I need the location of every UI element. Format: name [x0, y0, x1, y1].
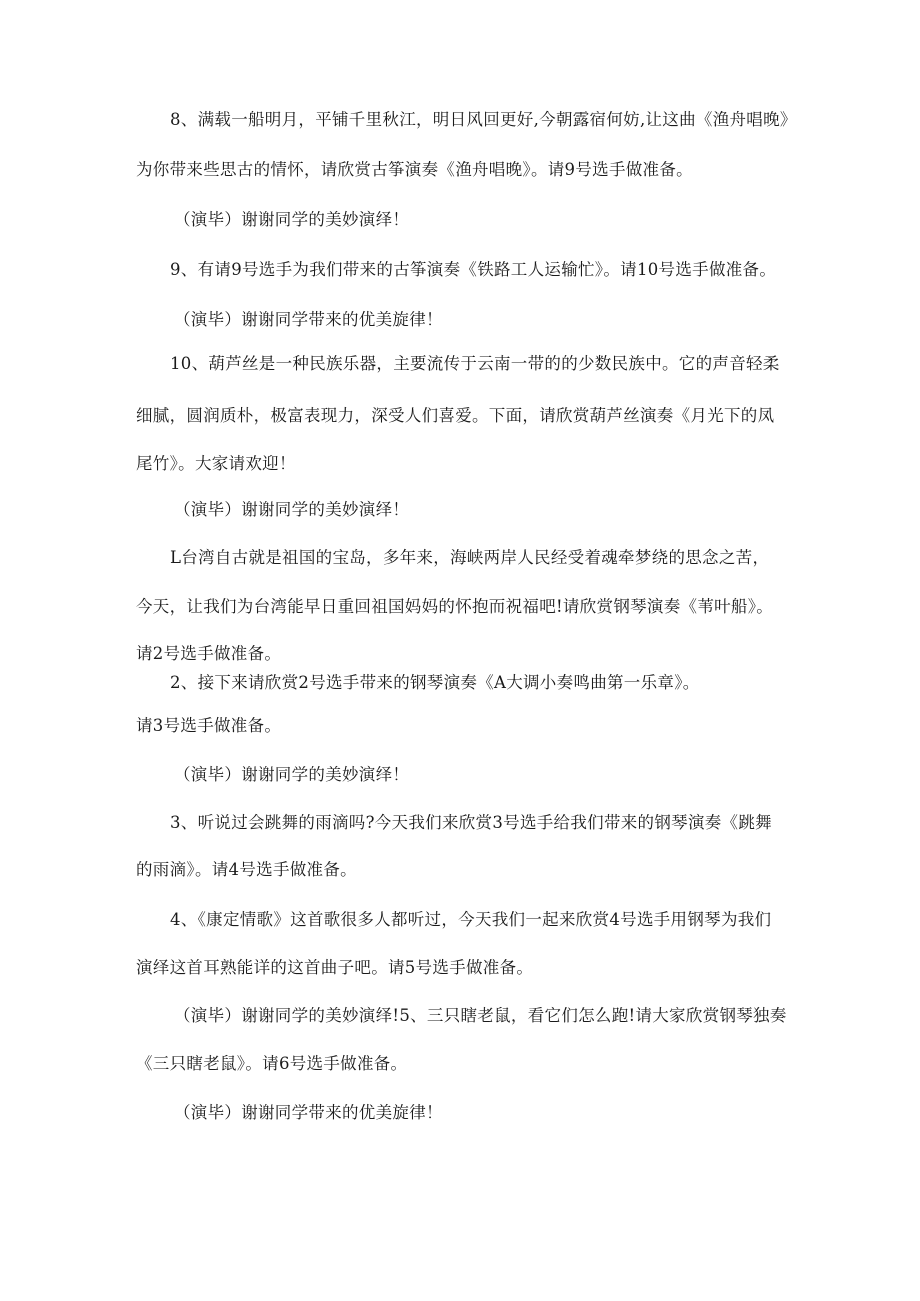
text-line-applause-1: （演毕）谢谢同学的美妙演绎！: [174, 210, 410, 229]
text-line-program-2: 2、接下来请欣赏2号选手带来的钢琴演奏《A大调小奏鸣曲第一乐章》。: [170, 673, 700, 692]
text-line-applause-4: （演毕）谢谢同学的美妙演绎！: [174, 765, 410, 784]
text-line-program-3-intro: 3、听说过会跳舞的雨滴吗?今天我们来欣赏3号选手给我们带来的钢琴演奏《跳舞: [170, 813, 772, 832]
text-line-program-8-intro: 8、满载一船明月，平铺千里秋江，明日风回更好,今朝露宿何妨,让这曲《渔舟唱晚》: [170, 110, 797, 129]
text-line-program-8-cont: 为你带来些思古的情怀，请欣赏古筝演奏《渔舟唱晚》。请9号选手做准备。: [136, 160, 693, 179]
text-line-applause-5-and-program-5: （演毕）谢谢同学的美妙演绎!5、三只瞎老鼠，看它们怎么跑!请大家欣赏钢琴独奏: [174, 1006, 787, 1025]
text-line-program-5-cont: 《三只瞎老鼠》。请6号选手做准备。: [136, 1054, 408, 1073]
text-line-applause-2: （演毕）谢谢同学带来的优美旋律！: [174, 310, 443, 329]
text-line-applause-6: （演毕）谢谢同学带来的优美旋律！: [174, 1103, 443, 1122]
text-line-program-10-cont-2: 尾竹》。大家请欢迎！: [136, 454, 296, 473]
text-line-program-10-intro: 10、葫芦丝是一种民族乐器，主要流传于云南一带的的少数民族中。它的声音轻柔: [170, 354, 780, 373]
text-line-program-4-cont: 演绎这首耳熟能详的这首曲子吧。请5号选手做准备。: [136, 958, 534, 977]
text-line-program-10-cont-1: 细腻，圆润质朴，极富表现力，深受人们喜爱。下面，请欣赏葫芦丝演奏《月光下的凤: [136, 406, 775, 425]
text-line-prepare-2: 请2号选手做准备。: [136, 644, 282, 663]
text-line-program-4-intro: 4、《康定情歌》这首歌很多人都听过，今天我们一起来欣赏4号选手用钢琴为我们: [170, 910, 772, 929]
text-line-program-9: 9、有请9号选手为我们带来的古筝演奏《铁路工人运输忙》。请10号选手做准备。: [170, 260, 777, 279]
text-line-prepare-3: 请3号选手做准备。: [136, 716, 282, 735]
text-line-program-1-intro: L台湾自古就是祖国的宝岛，多年来，海峡两岸人民经受着魂牵梦绕的思念之苦，: [170, 548, 770, 567]
text-line-program-1-cont: 今天，让我们为台湾能早日重回祖国妈妈的怀抱而祝福吧!请欣赏钢琴演奏《苇叶船》。: [136, 597, 774, 616]
text-line-applause-3: （演毕）谢谢同学的美妙演绎！: [174, 500, 410, 519]
text-line-program-3-cont: 的雨滴》。请4号选手做准备。: [136, 860, 357, 879]
